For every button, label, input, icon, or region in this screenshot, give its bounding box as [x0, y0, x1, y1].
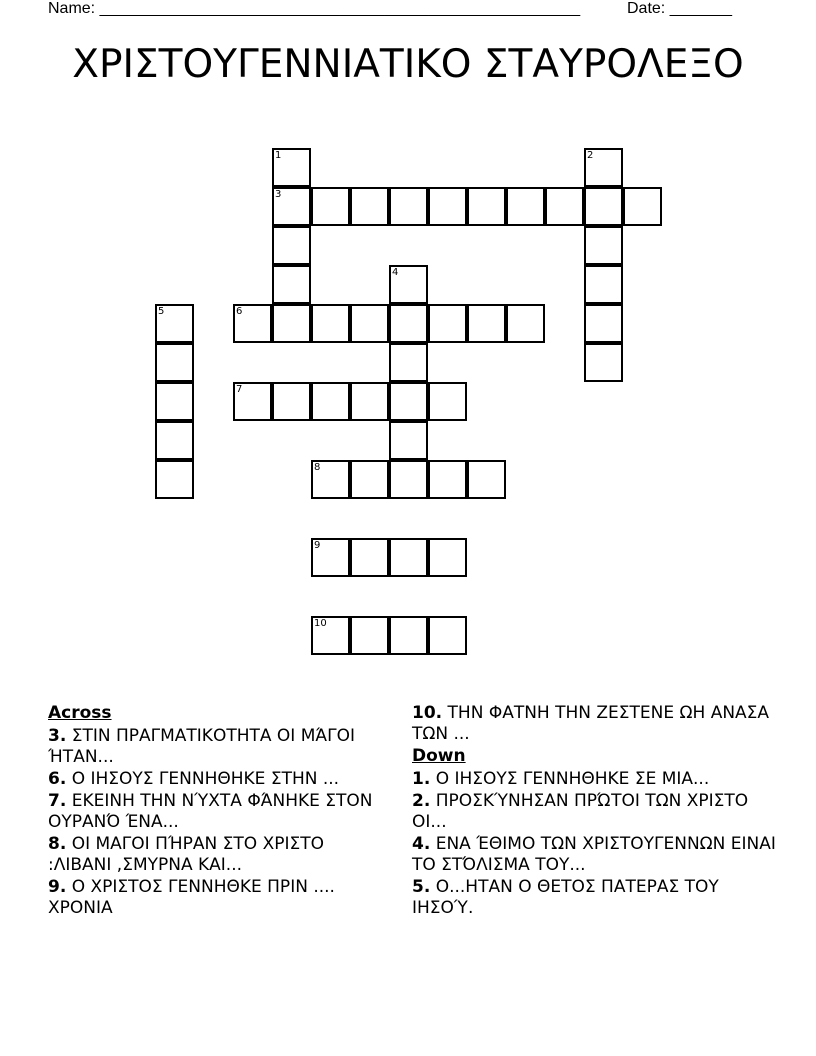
crossword-cell[interactable]	[233, 304, 272, 343]
crossword-cell[interactable]	[350, 187, 389, 226]
cell-number: 1	[275, 150, 282, 161]
clue-text: Ο ΙΗΣΟΥΣ ΓΕΝΝΗΘΗΚΕ ΣΕ ΜΙΑ...	[435, 769, 710, 789]
crossword-cell[interactable]	[428, 616, 467, 655]
date-field: Date: _______	[627, 0, 732, 17]
crossword-cell[interactable]	[155, 421, 194, 460]
crossword-cell[interactable]	[350, 304, 389, 343]
crossword-cell[interactable]	[311, 382, 350, 421]
crossword-cell[interactable]	[272, 148, 311, 187]
clue-text: Ο ΧΡΙΣΤΟΣ ΓΕΝΝΗΘΚΕ ΠΡΙΝ .... ΧΡΟΝΙΑ	[48, 877, 335, 918]
down-heading: Down	[412, 746, 466, 766]
clue-text: ΕΚΕΙΝΗ ΤΗΝ ΝΎΧΤΑ ΦΆΝΗΚΕ ΣΤΟΝ ΟΥΡΑΝΌ ΈΝΑ...	[48, 791, 373, 832]
crossword-cell[interactable]	[506, 187, 545, 226]
crossword-cell[interactable]	[350, 616, 389, 655]
crossword-cell[interactable]	[155, 304, 194, 343]
crossword-cell[interactable]	[428, 382, 467, 421]
clues-right-column	[412, 703, 782, 920]
crossword-cell[interactable]	[311, 616, 350, 655]
crossword-cell[interactable]	[389, 460, 428, 499]
clue-text: Ο ΙΗΣΟΥΣ ΓΕΝΝΗΘΗΚΕ ΣΤΗΝ ...	[71, 769, 340, 789]
cell-number: 4	[392, 267, 399, 278]
name-field: Name: ______________________________________________________	[48, 0, 581, 17]
clue-number: 8.	[48, 834, 67, 854]
crossword-cell[interactable]	[623, 187, 662, 226]
crossword-cell[interactable]	[428, 538, 467, 577]
clue-text: ΕΝΑ ΈΘΙΜΟ ΤΩΝ ΧΡΙΣΤΟΥΓΕΝΝΩΝ ΕΙΝΑΙ ΤΟ ΣΤΌΛΙΣΜΑ ΤΟΥ...	[412, 834, 776, 875]
clue-number: 2.	[412, 791, 431, 811]
crossword-cell[interactable]	[389, 304, 428, 343]
crossword-cell[interactable]	[584, 343, 623, 382]
crossword-cell[interactable]	[428, 187, 467, 226]
crossword-cell[interactable]	[389, 187, 428, 226]
crossword-cell[interactable]	[233, 382, 272, 421]
clue-number: 1.	[412, 769, 431, 789]
clue-number: 3.	[48, 726, 67, 746]
clue-across-3	[48, 726, 388, 768]
clue-text: ΠΡΟΣΚΎΝΗΣΑΝ ΠΡΏΤΟΙ ΤΩΝ ΧΡΙΣΤΟ ΟΙ...	[412, 791, 749, 832]
cell-number: 6	[236, 306, 243, 317]
across-heading: Across	[48, 703, 112, 723]
crossword-cell[interactable]	[155, 382, 194, 421]
crossword-cell[interactable]	[389, 538, 428, 577]
cell-number: 7	[236, 384, 243, 395]
crossword-cell[interactable]	[389, 265, 428, 304]
crossword-cell[interactable]	[350, 538, 389, 577]
crossword-cell[interactable]	[545, 187, 584, 226]
crossword-cell[interactable]	[155, 460, 194, 499]
crossword-cell[interactable]	[584, 187, 623, 226]
clue-number: 5.	[412, 877, 431, 897]
crossword-cell[interactable]	[584, 226, 623, 265]
crossword-cell[interactable]	[428, 460, 467, 499]
crossword-cell[interactable]	[584, 304, 623, 343]
clue-across-10	[412, 703, 782, 745]
cell-number: 3	[275, 189, 282, 200]
clue-down-4	[412, 834, 782, 876]
crossword-cell[interactable]	[389, 421, 428, 460]
cell-number: 8	[314, 462, 321, 473]
clue-across-6	[48, 769, 388, 790]
clue-across-7	[48, 791, 388, 833]
crossword-cell[interactable]	[311, 538, 350, 577]
clue-text: Ο...ΗΤΑΝ Ο ΘΕΤΟΣ ΠΑΤΕΡΑΣ ΤΟΥ ΙΗΣΟΎ.	[412, 877, 719, 918]
clue-down-2	[412, 791, 782, 833]
crossword-cell[interactable]	[272, 304, 311, 343]
clue-number: 4.	[412, 834, 431, 854]
clue-across-9	[48, 877, 388, 919]
clue-number: 7.	[48, 791, 67, 811]
cell-number: 5	[158, 306, 165, 317]
clue-down-1	[412, 769, 782, 790]
clue-across-8	[48, 834, 388, 876]
crossword-cell[interactable]	[350, 382, 389, 421]
crossword-cell[interactable]	[350, 460, 389, 499]
crossword-cell[interactable]	[428, 304, 467, 343]
crossword-cell[interactable]	[311, 187, 350, 226]
clues-left-column	[48, 703, 388, 920]
crossword-cell[interactable]	[584, 148, 623, 187]
crossword-cell[interactable]	[311, 460, 350, 499]
crossword-cell[interactable]	[467, 460, 506, 499]
crossword-cell[interactable]	[584, 265, 623, 304]
clue-text: ΤΗΝ ΦΑΤΝΗ ΤΗΝ ΖΕΣΤΕΝΕ ΩΗ ΑΝΑΣΑ ΤΩΝ ...	[412, 703, 770, 744]
clue-down-5	[412, 877, 782, 919]
clue-number: 6.	[48, 769, 67, 789]
crossword-cell[interactable]	[467, 304, 506, 343]
cell-number: 10	[314, 618, 327, 629]
cell-number: 9	[314, 540, 321, 551]
clue-number: 9.	[48, 877, 67, 897]
cell-number: 2	[587, 150, 594, 161]
clue-number: 10.	[412, 703, 443, 723]
crossword-cell[interactable]	[506, 304, 545, 343]
page-title: ΧΡΙΣΤΟΥΓΕΝΝΙΑΤΙΚΟ ΣΤΑΥΡΟΛΕΞΟ	[72, 42, 744, 87]
crossword-cell[interactable]	[272, 382, 311, 421]
crossword-cell[interactable]	[311, 304, 350, 343]
crossword-cell[interactable]	[467, 187, 506, 226]
crossword-cell[interactable]	[272, 187, 311, 226]
crossword-cell[interactable]	[389, 343, 428, 382]
crossword-cell[interactable]	[272, 226, 311, 265]
crossword-cell[interactable]	[155, 343, 194, 382]
crossword-cell[interactable]	[272, 265, 311, 304]
crossword-cell[interactable]	[389, 382, 428, 421]
clue-text: ΟΙ ΜΑΓΟΙ ΠΉΡΑΝ ΣΤΟ ΧΡΙΣΤΟ :ΛΙΒΑΝΙ ,ΣΜΥΡΝΑ ΚΑΙ...	[48, 834, 324, 875]
clue-text: ΣΤΙΝ ΠΡΑΓΜΑΤΙΚΟΤΗΤΑ ΟΙ ΜΆΓΟΙ ΉΤΑΝ...	[48, 726, 356, 767]
crossword-cell[interactable]	[389, 616, 428, 655]
